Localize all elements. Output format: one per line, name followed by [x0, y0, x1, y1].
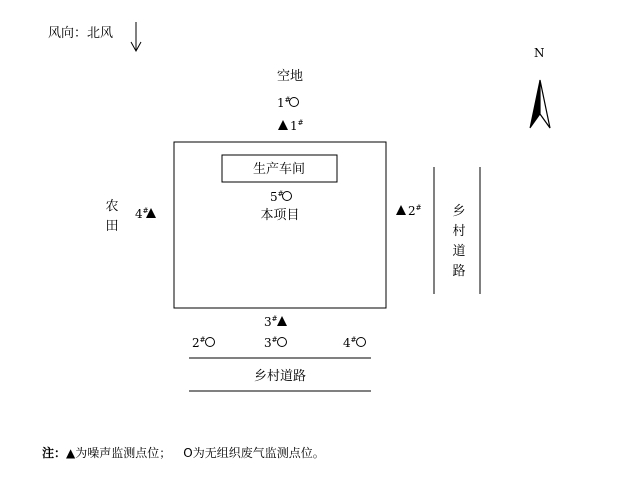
- east-road-char-1: 乡: [452, 204, 466, 219]
- noise-point-1-icon: [278, 120, 288, 130]
- legend-air-text: 为无组织废气监测点位。: [192, 446, 325, 460]
- noise-point-1: [278, 119, 304, 133]
- wind-arrow-icon: [131, 22, 141, 51]
- svg-text:3#: [264, 336, 278, 350]
- noise-point-3-sup: #: [271, 315, 278, 323]
- air-point-4-sup: #: [350, 336, 357, 344]
- east-road-char-4: 路: [452, 264, 466, 279]
- noise-point-2-icon: [396, 205, 406, 215]
- north-area-label: 空地: [277, 69, 304, 84]
- noise-point-1-number: 1: [290, 119, 298, 133]
- air-point-2-number: 2: [192, 336, 200, 350]
- west-area-char-2: 田: [105, 219, 119, 234]
- svg-text:2#: [192, 336, 206, 350]
- svg-text:4#: [135, 207, 149, 221]
- air-point-2: [192, 336, 215, 350]
- noise-point-3: [264, 315, 287, 329]
- noise-point-2-number: 2: [408, 204, 416, 218]
- noise-point-4: [135, 207, 156, 221]
- air-point-4-number: 4: [343, 336, 351, 350]
- air-point-3-icon: [278, 338, 287, 347]
- air-point-1-sup: #: [284, 96, 291, 104]
- air-point-2-sup: #: [199, 336, 206, 344]
- workshop-label: 生产车间: [252, 162, 306, 177]
- svg-text:5#: [270, 190, 284, 204]
- noise-point-3-icon: [277, 316, 287, 326]
- air-point-5-sup: #: [277, 190, 284, 198]
- air-point-3: [264, 336, 287, 350]
- project-label: 本项目: [260, 208, 300, 223]
- air-point-1-icon: [290, 98, 299, 107]
- noise-point-4-number: 4: [135, 207, 143, 221]
- air-point-1: [277, 96, 299, 110]
- noise-point-2-sup: #: [415, 204, 422, 212]
- legend-noise-text: 为噪声监测点位；: [75, 446, 172, 460]
- svg-text:1#: [290, 119, 304, 133]
- noise-point-3-number: 3: [264, 315, 272, 329]
- air-point-4-icon: [357, 338, 366, 347]
- noise-point-1-sup: #: [297, 119, 304, 127]
- svg-text:2#: [408, 204, 422, 218]
- legend-noise-symbol: ▲: [66, 446, 76, 460]
- legend-note: [42, 445, 325, 460]
- air-point-2-icon: [206, 338, 215, 347]
- air-point-1-number: 1: [277, 96, 285, 110]
- noise-point-4-sup: #: [142, 207, 149, 215]
- air-point-3-number: 3: [264, 336, 272, 350]
- air-point-3-sup: #: [271, 336, 278, 344]
- south-road-label: 乡村道路: [253, 369, 307, 384]
- noise-point-2: [396, 204, 422, 218]
- north-label: N: [534, 46, 545, 60]
- compass-icon: [530, 80, 550, 128]
- air-point-4: [343, 336, 366, 350]
- wind-direction-label: 风向：北风: [48, 26, 114, 41]
- legend-air-symbol: O: [183, 446, 193, 460]
- svg-text:4#: [343, 336, 357, 350]
- west-area-char-1: 农: [105, 199, 119, 214]
- east-road-char-3: 道: [452, 244, 466, 259]
- air-point-5-icon: [283, 192, 292, 201]
- east-road-char-2: 村: [452, 224, 466, 239]
- air-point-5-number: 5: [270, 190, 278, 204]
- svg-text:3#: [264, 315, 278, 329]
- air-point-5: [270, 190, 292, 204]
- svg-text:1#: [277, 96, 291, 110]
- legend-note-prefix: 注：: [42, 446, 67, 460]
